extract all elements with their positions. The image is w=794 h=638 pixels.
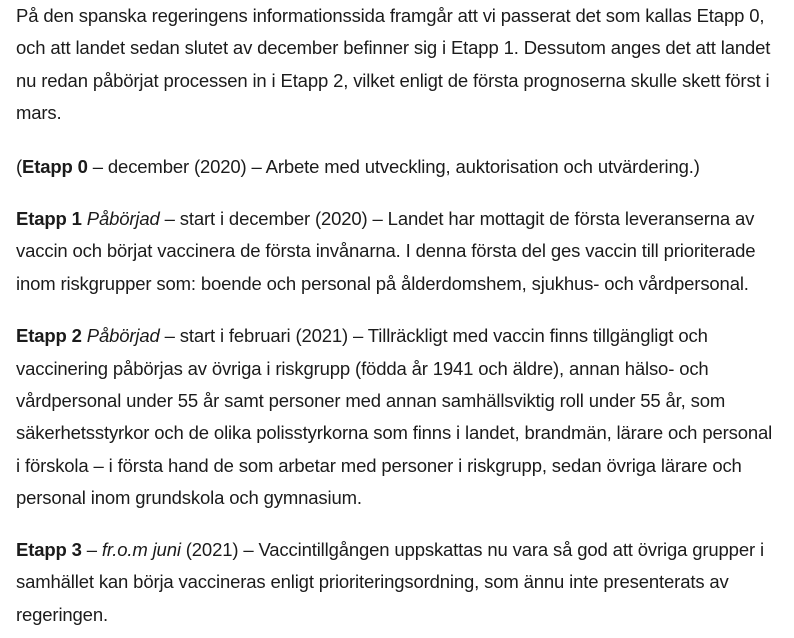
stage-2-status: Påbörjad [86,325,160,347]
stage-3-text: (2021) – Vaccintillgången uppskattas nu vara så god att övriga grupper i samhället kan börja vaccineras enligt prioriteringsordning, som ännu inte presenterats av regeringen. [16,538,764,625]
stage-3-paragraph [16,534,780,631]
stage-0-text: – december (2020) – Arbete med utveckling, auktorisation och utvärdering.) [87,155,700,177]
stage-3-status: fr.o.m juni [101,538,181,560]
stage-2-paragraph [16,320,780,514]
stage-1-status: Påbörjad [86,208,160,230]
stage-1-text: – start i december (2020) – Landet har mottagit de första leveranserna av vaccin och börjat vaccinera de första invånarna. I denna första del ges vaccin till prioriterade inom riskgrupper som: boende och personal på ålderdomshem, sjukhus- och vårdpersonal. [16,208,756,294]
stage-2-text: – start i februari (2021) – Tillräckligt med vaccin finns tillgängligt och vaccinering påbörjas av övriga i riskgrupp (födda år 1941 och äldre), annan hälso- och vårdpersonal under 55 år samt personer med annan samhällsviktig roll under 55 år, som säkerhetsstyrkor och de olika polisstyrkorna som finns i landet, brandmän, lärare och personal i förskola – i första hand de som arbetar med personer i riskgrupp, sedan övriga lärare och personal inom grundskola och gymnasium. [16,325,773,509]
intro-paragraph: På den spanska regeringens informationssida framgår att vi passerat det som kallas Etapp 0, och att landet sedan slutet av december befinner sig i Etapp 1. Dessutom anges det att landet nu redan påbörjat processen in i Etapp 2, vilket enligt de första prognoserna skulle skett först i mars. [16,5,771,124]
stage-3-dash: – [81,538,102,560]
stage-0-open-paren: ( [16,155,23,177]
stage-0-label: Etapp 0 [22,155,88,177]
stage-3-label: Etapp 3 [16,538,82,560]
stage-0-paragraph [16,151,780,183]
stage-1-paragraph [16,203,780,300]
stage-1-label: Etapp 1 [16,208,82,230]
stage-2-label: Etapp 2 [16,325,82,347]
